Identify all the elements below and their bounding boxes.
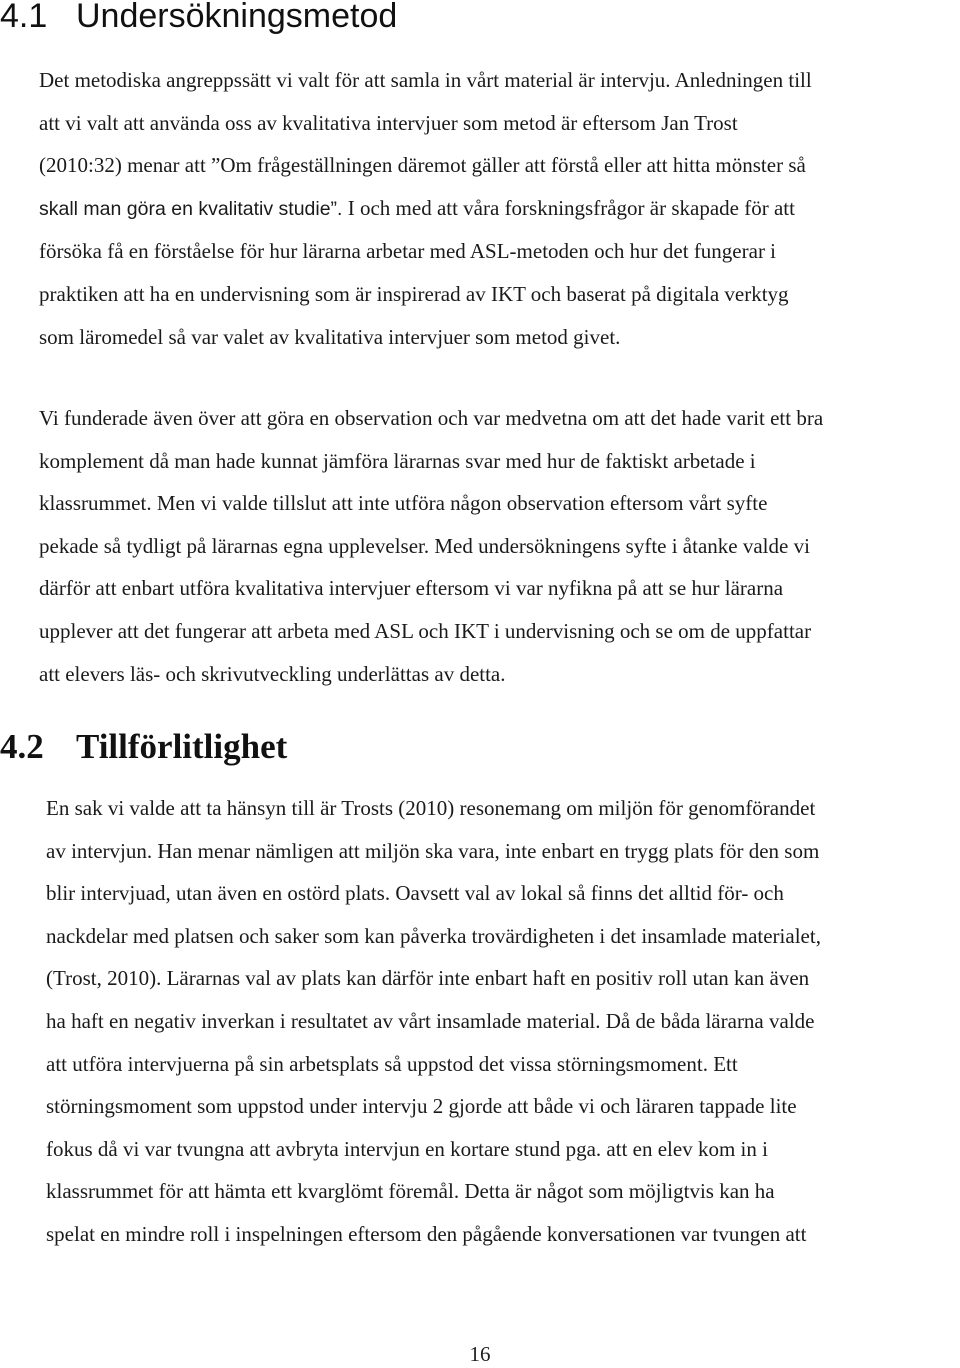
paragraph-reliability [46,787,821,1256]
paragraph-method-1 [39,59,812,358]
text-line: blir intervjuad, utan även en ostörd plats. Oavsett val av lokal så finns det alltid för- och [46,881,784,906]
section-number: 4.1 [0,0,48,35]
text-line: spelat en mindre roll i inspelningen eftersom den pågående konversationen var tvungen att [46,1221,807,1246]
text-line: pekade så tydligt på lärarnas egna upplevelser. Med undersökningens syfte i åtanke valde vi [39,533,810,558]
text-line: av intervjun. Han menar nämligen att miljön ska vara, inte enbart en trygg plats för den som [46,838,820,863]
section-number: 4.2 [0,727,44,766]
text-segment-quote: skall man göra en kvalitativ studie”. [39,197,343,220]
text-line: störningsmoment som uppstod under intervju 2 gjorde att både vi och läraren tappade lite [46,1094,797,1119]
text-line-mixed [39,187,812,231]
text-line: klassrummet för att hämta ett kvarglömt föremål. Detta är något som möjligtvis kan ha [46,1179,775,1204]
section-title: Tillförlitlighet [76,727,288,766]
text-line: (Trost, 2010). Lärarnas val av plats kan därför inte enbart haft en positiv roll utan kan även [46,966,810,991]
text-line: (2010:32) menar att ”Om frågeställningen däremot gäller att förstå eller att hitta mönster så [39,153,806,178]
text-line: som läromedel så var valet av kvalitativa intervjuer som metod givet. [39,324,621,349]
section-heading-4-2 [0,724,287,770]
section-title: Undersökningsmetod [76,0,398,35]
text-line: därför att enbart utföra kvalitativa intervjuer eftersom vi var nyfikna på att se hur lärarna [39,576,784,601]
text-line: Det metodiska angreppssätt vi valt för att samla in vårt material är intervju. Anledningen till [39,68,812,92]
section-heading-4-1 [0,0,397,38]
text-line: praktiken att ha en undervisning som är inspirerad av IKT och baserat på digitala verktyg [39,281,789,306]
text-line: fokus då vi var tvungna att avbryta intervjun en kortare stund pga. att en elev kom in i [46,1136,768,1161]
page-number: 16 [469,1342,491,1366]
text-line: ha haft en negativ inverkan i resultatet av vårt insamlade material. Då de båda lärarna valde [46,1008,815,1033]
text-segment: I och med att våra forskningsfrågor är skapade för att [342,195,795,220]
text-line: att utföra intervjuerna på sin arbetsplats så uppstod det vissa störningsmoment. Ett [46,1051,738,1076]
text-line: Vi funderade även över att göra en observation och var medvetna om att det hade varit ett bra [39,406,824,430]
text-line: upplever att det fungerar att arbeta med ASL och IKT i undervisning och se om de uppfattar [39,618,812,643]
text-line: försöka få en förståelse för hur lärarna arbetar med ASL-metoden och hur det fungerar i [39,239,777,264]
text-line: komplement då man hade kunnat jämföra lärarnas svar med hur de faktiskt arbetade i [39,448,756,473]
text-line: nackdelar med platsen och saker som kan påverka trovärdigheten i det insamlade materialet, [46,923,821,948]
text-line: att elevers läs- och skrivutveckling underlättas av detta. [39,661,506,686]
text-line: att vi valt att använda oss av kvalitativa intervjuer som metod är eftersom Jan Trost [39,110,738,135]
text-line: klassrummet. Men vi valde tillslut att inte utföra någon observation eftersom vårt syfte [39,491,768,516]
text-line: En sak vi valde att ta hänsyn till är Trosts (2010) resonemang om miljön för genomförandet [46,796,816,820]
paragraph-method-2 [39,397,823,695]
